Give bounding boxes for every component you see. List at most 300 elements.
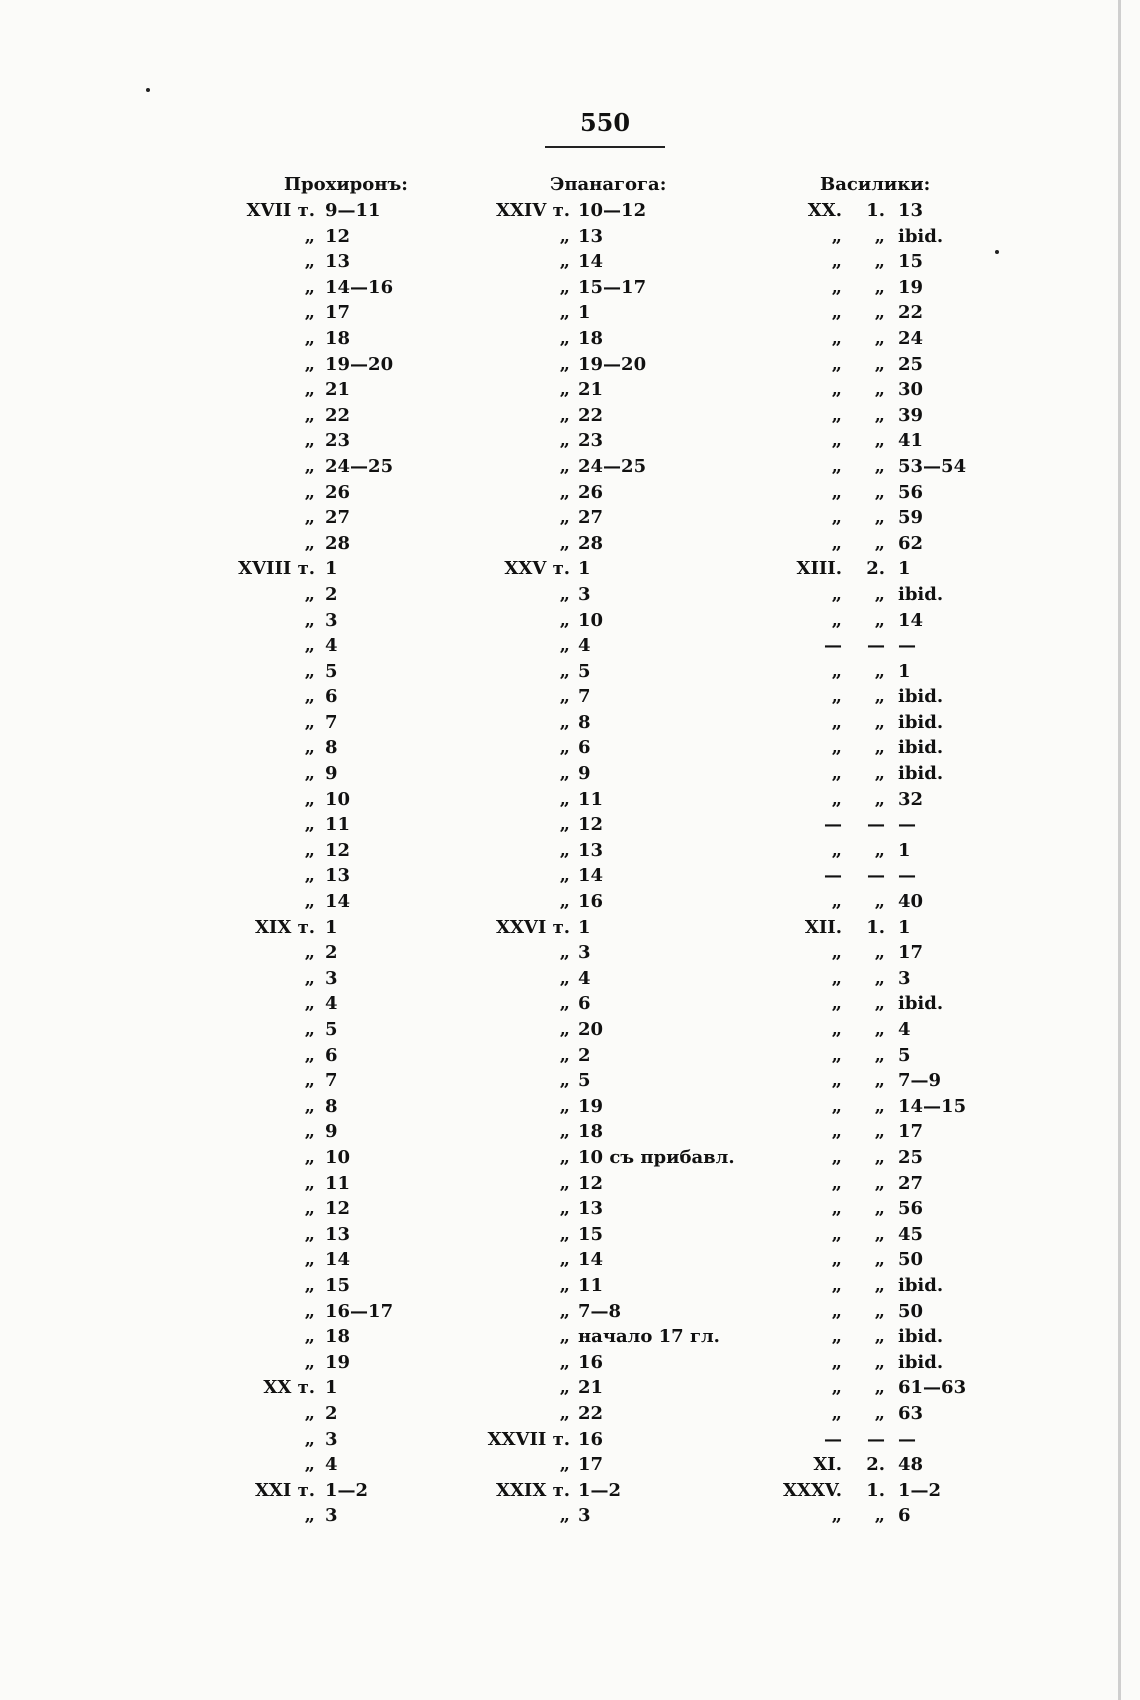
table-row <box>770 1427 970 1453</box>
reference-value: 19 <box>898 276 924 298</box>
section-ref: „ <box>874 276 885 298</box>
section-ref: „ <box>874 327 885 349</box>
book-ref: „ <box>831 583 842 605</box>
table-row <box>770 1196 970 1222</box>
table-row <box>770 991 970 1017</box>
table-row <box>770 1324 970 1350</box>
table-row <box>230 1145 430 1171</box>
table-row <box>230 1119 430 1145</box>
section-ref: 2. <box>866 558 885 580</box>
table-row <box>230 608 430 634</box>
reference-value: 3 <box>325 1505 338 1527</box>
book-ref: „ <box>304 1505 315 1527</box>
reference-value: 4 <box>325 1454 338 1476</box>
book-ref: XVIII т. <box>238 558 315 580</box>
book-ref: „ <box>831 455 842 477</box>
section-ref: „ <box>874 1172 885 1194</box>
reference-value: 11 <box>325 814 351 836</box>
table-row <box>480 582 740 608</box>
reference-value: 11 <box>578 1274 604 1296</box>
book-ref: „ <box>559 1377 570 1399</box>
table-row <box>770 1350 970 1376</box>
table-row <box>480 198 740 224</box>
book-ref: „ <box>559 711 570 733</box>
reference-value: 1 <box>325 558 338 580</box>
section-ref: — <box>867 814 885 836</box>
reference-value: 12 <box>578 814 604 836</box>
reference-value: 13 <box>325 251 351 273</box>
book-ref: „ <box>559 353 570 375</box>
book-ref: „ <box>831 788 842 810</box>
book-ref: „ <box>304 609 315 631</box>
book-ref: „ <box>304 711 315 733</box>
table-row <box>480 275 740 301</box>
section-ref: „ <box>874 839 885 861</box>
table-row <box>230 1222 430 1248</box>
table-row <box>480 940 740 966</box>
book-ref: „ <box>559 302 570 324</box>
reference-value: — <box>898 635 916 657</box>
basilica-column <box>770 198 970 1529</box>
table-row <box>770 1299 970 1325</box>
book-ref: „ <box>304 1146 315 1168</box>
reference-value: 48 <box>898 1454 924 1476</box>
table-row <box>770 1478 970 1504</box>
table-row <box>480 1273 740 1299</box>
table-row <box>480 1145 740 1171</box>
book-ref: „ <box>559 430 570 452</box>
book-ref: „ <box>304 763 315 785</box>
table-row <box>480 454 740 480</box>
table-row <box>770 761 970 787</box>
book-ref: „ <box>831 1070 842 1092</box>
book-ref: „ <box>304 353 315 375</box>
book-ref: „ <box>559 379 570 401</box>
book-ref: „ <box>831 660 842 682</box>
table-row <box>480 1222 740 1248</box>
book-ref: „ <box>559 609 570 631</box>
book-ref: „ <box>304 660 315 682</box>
reference-value: 1 <box>898 916 911 938</box>
book-ref: „ <box>304 686 315 708</box>
table-row <box>480 1375 740 1401</box>
book-ref: „ <box>304 737 315 759</box>
reference-value: 32 <box>898 788 924 810</box>
book-ref: „ <box>304 1300 315 1322</box>
reference-value: 7 <box>578 686 591 708</box>
reference-value: 19—20 <box>325 353 394 375</box>
reference-value: 18 <box>325 327 351 349</box>
table-row <box>480 659 740 685</box>
table-row <box>770 735 970 761</box>
reference-value: 21 <box>578 379 604 401</box>
book-ref: „ <box>304 1402 315 1424</box>
table-row <box>770 838 970 864</box>
section-ref: „ <box>874 1505 885 1527</box>
table-row <box>230 1350 430 1376</box>
section-ref: „ <box>874 660 885 682</box>
table-row <box>480 889 740 915</box>
book-ref: „ <box>831 1095 842 1117</box>
book-ref: „ <box>304 1223 315 1245</box>
reference-value: 6 <box>325 1044 338 1066</box>
section-ref: „ <box>874 1070 885 1092</box>
table-row <box>230 556 430 582</box>
table-row <box>230 838 430 864</box>
section-ref: „ <box>874 404 885 426</box>
section-ref: „ <box>874 1223 885 1245</box>
section-ref: „ <box>874 302 885 324</box>
reference-value: ibid. <box>898 711 944 733</box>
book-ref: „ <box>831 1223 842 1245</box>
table-row <box>230 1273 430 1299</box>
table-row <box>480 249 740 275</box>
section-ref: „ <box>874 507 885 529</box>
book-ref: — <box>824 814 842 836</box>
book-ref: „ <box>831 302 842 324</box>
book-ref: „ <box>304 967 315 989</box>
section-ref: „ <box>874 1326 885 1348</box>
reference-value: 8 <box>578 711 591 733</box>
table-row <box>230 1017 430 1043</box>
book-ref: XXI т. <box>254 1479 315 1501</box>
book-ref: „ <box>831 1249 842 1271</box>
reference-value: 4 <box>578 967 591 989</box>
table-row <box>230 1401 430 1427</box>
table-row <box>480 300 740 326</box>
reference-value: 14 <box>578 865 604 887</box>
section-ref: „ <box>874 583 885 605</box>
table-row <box>770 863 970 889</box>
reference-value: 6 <box>325 686 338 708</box>
book-ref: „ <box>304 507 315 529</box>
table-row <box>230 454 430 480</box>
reference-value: 19 <box>325 1351 351 1373</box>
reference-value: 14 <box>325 891 351 913</box>
table-row <box>770 403 970 429</box>
reference-value: 1 <box>325 1377 338 1399</box>
book-ref: „ <box>831 353 842 375</box>
reference-value: 62 <box>898 532 924 554</box>
reference-value: 1 <box>898 558 911 580</box>
book-ref: „ <box>559 1146 570 1168</box>
table-row <box>770 582 970 608</box>
reference-value: 5 <box>578 660 591 682</box>
reference-value: 13 <box>898 200 924 221</box>
section-ref: „ <box>874 1249 885 1271</box>
table-row <box>770 915 970 941</box>
reference-value: 4 <box>325 993 338 1015</box>
book-ref: XII. <box>804 916 842 938</box>
book-ref: — <box>824 1428 842 1450</box>
book-ref: „ <box>559 1274 570 1296</box>
reference-value: 50 <box>898 1300 924 1322</box>
reference-value: 3 <box>578 942 591 964</box>
section-ref: „ <box>874 788 885 810</box>
reference-value: 53—54 <box>898 455 967 477</box>
reference-value: 22 <box>898 302 924 324</box>
table-row <box>230 275 430 301</box>
reference-value: 14 <box>898 609 924 631</box>
book-ref: „ <box>831 430 842 452</box>
section-ref: „ <box>874 379 885 401</box>
reference-value: 1—2 <box>578 1479 622 1501</box>
table-row <box>230 505 430 531</box>
book-ref: „ <box>831 507 842 529</box>
table-row <box>770 940 970 966</box>
reference-value: 14 <box>578 251 604 273</box>
table-row <box>770 531 970 557</box>
reference-value: 21 <box>578 1377 604 1399</box>
table-row <box>230 1068 430 1094</box>
book-ref: „ <box>559 763 570 785</box>
reference-value: 1—2 <box>325 1479 369 1501</box>
book-ref: „ <box>304 1095 315 1117</box>
table-row <box>480 735 740 761</box>
reference-value: 7—8 <box>578 1300 622 1322</box>
table-row <box>480 1478 740 1504</box>
reference-value: ibid. <box>898 763 944 785</box>
table-row <box>230 863 430 889</box>
table-row <box>230 582 430 608</box>
table-row <box>230 812 430 838</box>
table-row <box>770 966 970 992</box>
book-ref: „ <box>304 993 315 1015</box>
book-ref: „ <box>304 327 315 349</box>
reference-value: 59 <box>898 507 924 529</box>
reference-value: 24—25 <box>325 455 394 477</box>
reference-value: 56 <box>898 1198 924 1220</box>
section-ref: 1. <box>866 200 885 221</box>
ink-speck <box>146 88 150 92</box>
book-ref: XX. <box>807 200 842 221</box>
reference-value: 12 <box>325 225 351 247</box>
table-row <box>770 1094 970 1120</box>
reference-value: 3 <box>578 583 591 605</box>
table-row <box>770 812 970 838</box>
book-ref: „ <box>831 1044 842 1066</box>
section-ref: „ <box>874 1351 885 1373</box>
table-row <box>480 915 740 941</box>
reference-value: 12 <box>578 1172 604 1194</box>
reference-value: 3 <box>325 967 338 989</box>
reference-value: 15—17 <box>578 276 647 298</box>
table-row <box>770 710 970 736</box>
section-ref: „ <box>874 1274 885 1296</box>
table-row <box>230 403 430 429</box>
column-header-procheiron: Прохиронъ: <box>284 174 408 195</box>
reference-value: 16 <box>578 891 604 913</box>
reference-value: — <box>898 1428 916 1450</box>
reference-value: 16—17 <box>325 1300 394 1322</box>
section-ref: „ <box>874 686 885 708</box>
reference-value: 10 <box>325 788 351 810</box>
reference-value: 7 <box>325 1070 338 1092</box>
reference-value: 3 <box>898 967 911 989</box>
reference-value: 1 <box>898 839 911 861</box>
reference-value: ibid. <box>898 1326 944 1348</box>
reference-value: ibid. <box>898 1351 944 1373</box>
section-ref: „ <box>874 891 885 913</box>
book-ref: „ <box>559 865 570 887</box>
table-row <box>230 1196 430 1222</box>
book-ref: „ <box>831 379 842 401</box>
book-ref: „ <box>304 942 315 964</box>
table-row <box>480 1503 740 1529</box>
reference-value: 17 <box>898 1121 924 1143</box>
reference-value: 1 <box>578 302 591 324</box>
reference-value: 4 <box>578 635 591 657</box>
book-ref: „ <box>304 1070 315 1092</box>
book-ref: „ <box>831 1146 842 1168</box>
reference-value: 1—2 <box>898 1479 942 1501</box>
table-row <box>230 659 430 685</box>
table-row <box>480 428 740 454</box>
table-row <box>770 1401 970 1427</box>
section-ref: „ <box>874 942 885 964</box>
reference-value: 9 <box>578 763 591 785</box>
book-ref: „ <box>831 276 842 298</box>
table-row <box>480 377 740 403</box>
book-ref: „ <box>304 1326 315 1348</box>
reference-value: 17 <box>578 1454 604 1476</box>
book-ref: XXXV. <box>783 1479 842 1501</box>
book-ref: „ <box>304 251 315 273</box>
reference-value: 4 <box>325 635 338 657</box>
reference-value: 17 <box>898 942 924 964</box>
reference-value: 1 <box>325 916 338 938</box>
section-ref: — <box>867 865 885 887</box>
table-row <box>480 787 740 813</box>
section-ref: „ <box>874 737 885 759</box>
reference-value: 14 <box>578 1249 604 1271</box>
reference-value: 41 <box>898 430 924 452</box>
page-number-rule <box>545 146 665 148</box>
book-ref: „ <box>304 788 315 810</box>
table-row <box>480 505 740 531</box>
book-ref: „ <box>559 1172 570 1194</box>
table-row <box>230 991 430 1017</box>
epanagoge-column <box>480 198 740 1529</box>
book-ref: „ <box>559 891 570 913</box>
table-row <box>230 761 430 787</box>
reference-value: 3 <box>325 1428 338 1450</box>
book-ref: „ <box>304 1121 315 1143</box>
table-row <box>230 735 430 761</box>
table-row <box>230 966 430 992</box>
table-row <box>230 1503 430 1529</box>
table-row <box>480 812 740 838</box>
book-ref: XIX т. <box>254 916 315 938</box>
book-ref: „ <box>831 532 842 554</box>
procheiron-column <box>230 198 430 1529</box>
table-row <box>230 684 430 710</box>
section-ref: „ <box>874 481 885 503</box>
book-ref: „ <box>304 891 315 913</box>
book-ref: „ <box>304 430 315 452</box>
book-ref: „ <box>831 1351 842 1373</box>
table-row <box>480 1324 740 1350</box>
reference-value: 7 <box>325 711 338 733</box>
reference-value: 10 съ прибавл. <box>578 1146 735 1168</box>
table-row <box>230 1094 430 1120</box>
reference-value: 20 <box>578 1019 604 1040</box>
reference-value: 26 <box>325 481 351 503</box>
book-ref: „ <box>559 993 570 1015</box>
section-ref: „ <box>874 609 885 631</box>
table-row <box>770 633 970 659</box>
reference-value: 25 <box>898 1146 924 1168</box>
book-ref: „ <box>304 1044 315 1066</box>
book-ref: „ <box>304 814 315 836</box>
reference-value: 14—15 <box>898 1095 967 1117</box>
section-ref: „ <box>874 251 885 273</box>
book-ref: XVII т. <box>246 200 315 221</box>
reference-value: 13 <box>578 225 604 247</box>
table-row <box>480 633 740 659</box>
section-ref: „ <box>874 967 885 989</box>
table-row <box>770 300 970 326</box>
book-ref: „ <box>304 1019 315 1040</box>
book-ref: XXVII т. <box>487 1428 570 1450</box>
table-row <box>770 454 970 480</box>
table-row <box>770 659 970 685</box>
reference-value: 40 <box>898 891 924 913</box>
book-ref: „ <box>304 839 315 861</box>
book-ref: „ <box>559 737 570 759</box>
book-ref: „ <box>831 1505 842 1527</box>
table-row <box>230 1478 430 1504</box>
book-ref: „ <box>559 1223 570 1245</box>
book-ref: „ <box>559 1454 570 1476</box>
reference-value: 12 <box>325 1198 351 1220</box>
table-row <box>770 505 970 531</box>
section-ref: 2. <box>866 1454 885 1476</box>
section-ref: „ <box>874 225 885 247</box>
table-row <box>770 889 970 915</box>
reference-value: ibid. <box>898 993 944 1015</box>
table-row <box>230 1247 430 1273</box>
section-ref: — <box>867 635 885 657</box>
reference-value: 23 <box>578 430 604 452</box>
section-ref: „ <box>874 1377 885 1399</box>
table-row <box>770 684 970 710</box>
table-row <box>480 1247 740 1273</box>
book-ref: „ <box>831 251 842 273</box>
book-ref: „ <box>831 967 842 989</box>
book-ref: „ <box>831 1274 842 1296</box>
table-row <box>480 352 740 378</box>
table-row <box>770 608 970 634</box>
reference-value: 14—16 <box>325 276 394 298</box>
table-row <box>770 1068 970 1094</box>
book-ref: „ <box>831 1377 842 1399</box>
book-ref: „ <box>304 1172 315 1194</box>
table-row <box>230 198 430 224</box>
reference-value: ibid. <box>898 583 944 605</box>
reference-value: — <box>898 865 916 887</box>
reference-value: 28 <box>578 532 604 554</box>
book-ref: „ <box>304 404 315 426</box>
book-ref: „ <box>559 1351 570 1373</box>
reference-value: 11 <box>578 788 604 810</box>
reference-value: 9 <box>325 1121 338 1143</box>
book-ref: „ <box>831 737 842 759</box>
book-ref: „ <box>831 942 842 964</box>
book-ref: „ <box>831 327 842 349</box>
reference-value: 2 <box>325 942 338 964</box>
table-row <box>230 377 430 403</box>
